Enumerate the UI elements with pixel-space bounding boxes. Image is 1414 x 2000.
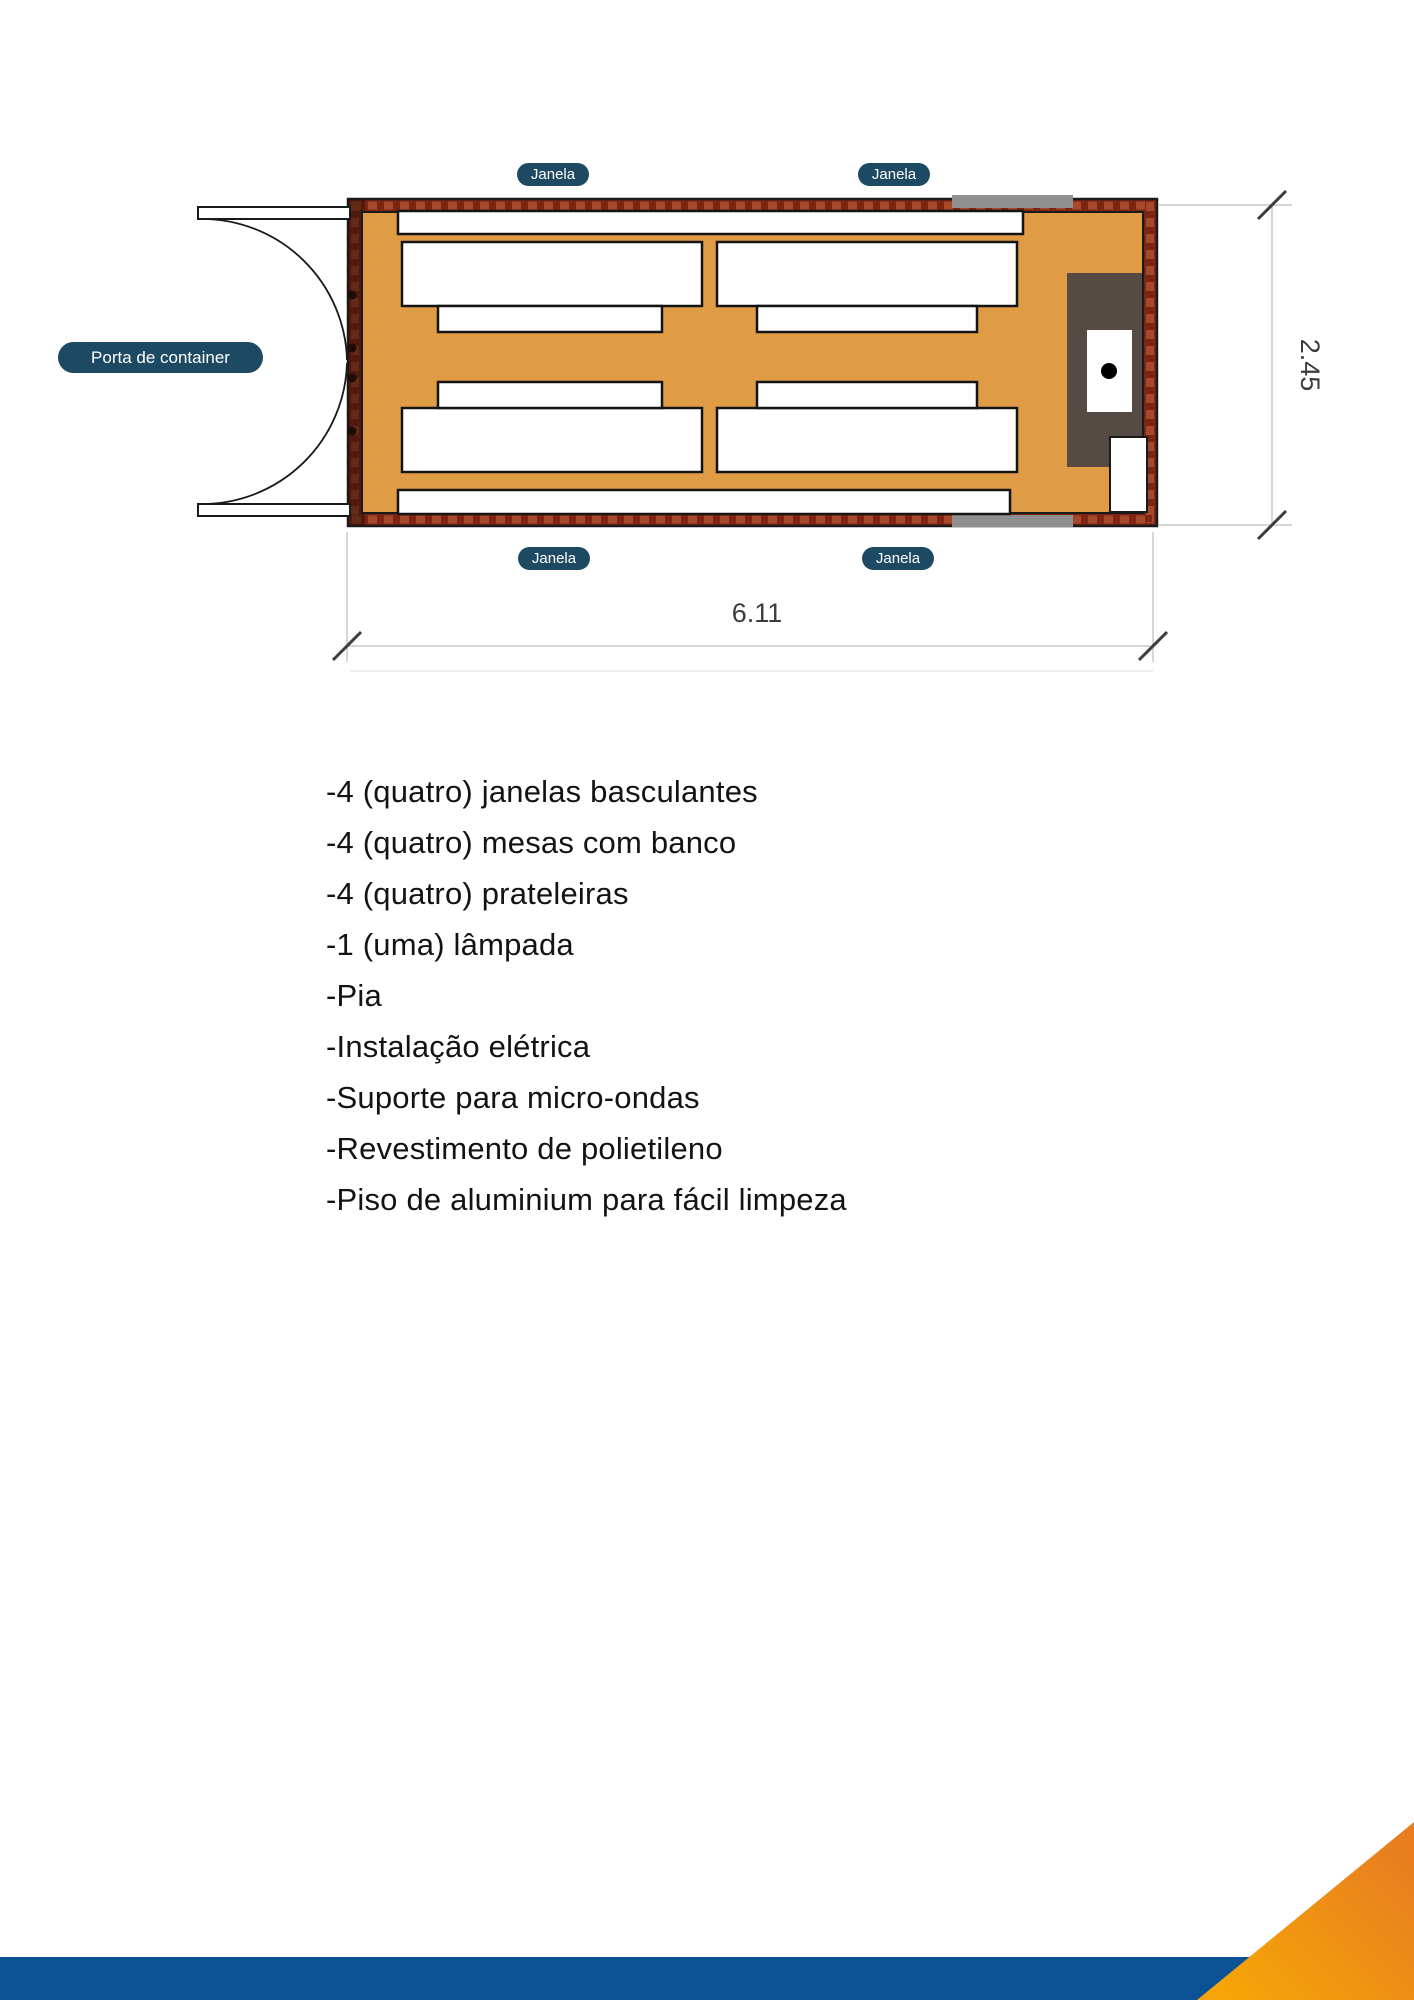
- door-label-text: Porta de container: [91, 347, 230, 367]
- spec-item: -4 (quatro) prateleiras: [326, 876, 629, 911]
- door-swing-arc-top: [202, 219, 347, 360]
- spec-item: -Piso de aluminium para fácil limpeza: [326, 1182, 847, 1217]
- spec-item: -1 (uma) lâmpada: [326, 927, 574, 962]
- footer-orange-triangle: [1197, 1822, 1414, 2000]
- spec-item: -Revestimento de polietileno: [326, 1131, 723, 1166]
- window-label-top-right: [858, 163, 930, 186]
- door-leaf-top: [198, 207, 350, 219]
- dimension-width: [333, 532, 1167, 671]
- bench-lower-right: [757, 382, 977, 408]
- dimension-height-value: 2.45: [1295, 338, 1325, 392]
- door-label: [58, 342, 263, 373]
- spec-item: -Pia: [326, 978, 382, 1013]
- wall-bar-top: [952, 195, 1073, 208]
- window-label-text: Janela: [875, 550, 921, 567]
- spec-item: -4 (quatro) janelas basculantes: [326, 774, 758, 809]
- door-leaf-bottom: [198, 504, 350, 516]
- sink-drain: [1101, 363, 1117, 379]
- bench-upper-left: [438, 306, 662, 332]
- window-label-top-left: [517, 163, 589, 186]
- spec-item: -Instalação elétrica: [326, 1029, 591, 1064]
- window-label-text: Janela: [530, 166, 576, 183]
- dimension-width-value: 6.11: [731, 598, 783, 628]
- table-upper-right: [717, 242, 1017, 306]
- footer-blue-band: [0, 1957, 1414, 2000]
- table-upper-left: [402, 242, 702, 306]
- bench-lower-left: [438, 382, 662, 408]
- window-label-text: Janela: [871, 166, 917, 183]
- bench-upper-right: [757, 306, 977, 332]
- counter-cabinet: [1110, 437, 1147, 512]
- window-label-bottom-right: [862, 547, 934, 570]
- dimension-height: [1159, 191, 1325, 539]
- wall-bar-bottom: [952, 515, 1073, 527]
- spec-item: -Suporte para micro-ondas: [326, 1080, 700, 1115]
- table-lower-left: [402, 408, 702, 472]
- shelf-top: [398, 211, 1023, 234]
- shelf-bottom: [398, 490, 1010, 514]
- window-label-text: Janela: [531, 550, 577, 567]
- spec-item: -4 (quatro) mesas com banco: [326, 825, 737, 860]
- table-lower-right: [717, 408, 1017, 472]
- window-label-bottom-left: [518, 547, 590, 570]
- spec-list: [326, 766, 847, 1225]
- door-swing-arc-bottom: [202, 363, 347, 504]
